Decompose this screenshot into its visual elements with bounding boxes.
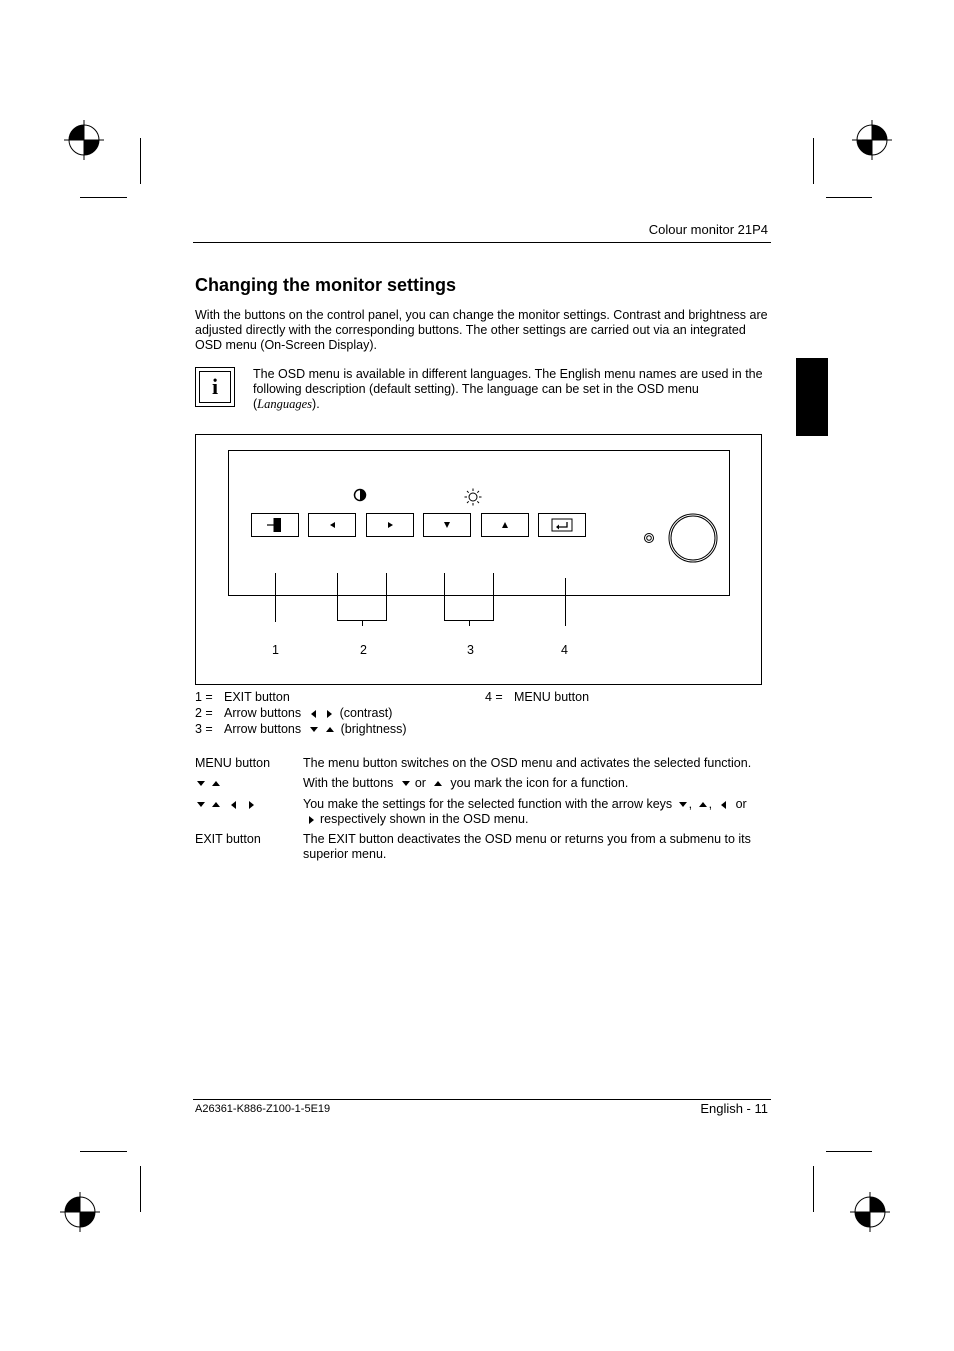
arrow-down-icon bbox=[402, 781, 410, 786]
registration-mark-top-right bbox=[852, 120, 892, 160]
arrow-right-icon bbox=[309, 816, 314, 824]
arrow-right-icon bbox=[249, 801, 254, 809]
arrow-left-icon bbox=[330, 522, 335, 528]
callout-line bbox=[444, 573, 445, 621]
contrast-right-button[interactable] bbox=[366, 513, 414, 537]
arrow-up-icon bbox=[434, 781, 442, 786]
callout-line bbox=[386, 573, 387, 621]
callout-line bbox=[493, 573, 494, 621]
callout-line bbox=[337, 573, 338, 621]
menu-button-description: The menu button switches on the OSD menu and activates the selected function. bbox=[303, 756, 752, 770]
power-led-icon bbox=[643, 532, 655, 544]
menu-button[interactable] bbox=[538, 513, 586, 537]
arrow-up-icon bbox=[699, 802, 707, 807]
arrow-right-icon bbox=[327, 710, 332, 718]
page-title: Changing the monitor settings bbox=[195, 275, 456, 295]
all-arrow-keys-label bbox=[195, 797, 254, 812]
header-rule bbox=[193, 242, 771, 243]
intro-paragraph: With the buttons on the control panel, you can change the monitor settings. Contrast and brightness are adjusted directly with the corresponding buttons. The other settings are carried out via an integrated OSD menu (On-Screen Display). bbox=[195, 308, 768, 352]
registration-mark-bottom-right bbox=[850, 1192, 890, 1232]
exit-icon bbox=[265, 516, 285, 534]
exit-button-label: EXIT button bbox=[195, 832, 261, 846]
callout-line bbox=[565, 578, 566, 626]
crop-mark bbox=[140, 1166, 141, 1212]
callout-number: 4 bbox=[561, 643, 568, 657]
registration-mark-bottom-left bbox=[60, 1192, 100, 1232]
arrow-left-icon bbox=[231, 801, 236, 809]
page-number: English - 11 bbox=[700, 1101, 768, 1116]
arrow-down-icon bbox=[197, 781, 205, 786]
arrow-down-icon bbox=[679, 802, 687, 807]
legend-item-1: 1 = EXIT button bbox=[195, 690, 290, 704]
running-header: Colour monitor 21P4 bbox=[648, 222, 768, 237]
note-paragraph: The OSD menu is available in different languages. The English menu names are used in the following description (default setting). The language can be set in the OSD menu (Languages). bbox=[253, 367, 763, 411]
arrow-down-icon bbox=[310, 727, 318, 732]
contrast-icon bbox=[353, 488, 367, 502]
callout-line bbox=[362, 620, 363, 626]
crop-mark bbox=[80, 1151, 127, 1152]
registration-mark-top-left bbox=[64, 120, 104, 160]
arrow-down-icon bbox=[197, 802, 205, 807]
arrow-up-icon bbox=[212, 802, 220, 807]
callout-line bbox=[469, 620, 470, 626]
up-down-keys-description: With the buttons or you mark the icon for a function. bbox=[303, 776, 629, 790]
arrow-left-icon bbox=[721, 801, 726, 809]
brightness-up-button[interactable] bbox=[481, 513, 529, 537]
crop-mark bbox=[80, 197, 127, 198]
legend-item-2: 2 = Arrow buttons (contrast) bbox=[195, 706, 393, 720]
chapter-tab-marker bbox=[796, 358, 828, 436]
menu-name-languages: Languages bbox=[257, 397, 313, 411]
arrow-up-icon bbox=[502, 522, 508, 528]
crop-mark bbox=[813, 138, 814, 184]
power-button[interactable] bbox=[667, 512, 719, 564]
callout-number: 3 bbox=[467, 643, 474, 657]
document-id: A26361-K886-Z100-1-5E19 bbox=[195, 1103, 331, 1115]
brightness-icon bbox=[464, 488, 482, 506]
callout-line bbox=[275, 573, 276, 622]
menu-button-label: MENU button bbox=[195, 756, 271, 770]
control-panel bbox=[228, 450, 730, 596]
arrow-left-icon bbox=[311, 710, 316, 718]
crop-mark bbox=[826, 1151, 872, 1152]
crop-mark bbox=[826, 197, 872, 198]
arrow-up-icon bbox=[212, 781, 220, 786]
info-icon: i bbox=[195, 367, 235, 407]
arrow-up-icon bbox=[326, 727, 334, 732]
crop-mark bbox=[813, 1166, 814, 1212]
arrow-down-icon bbox=[444, 522, 450, 528]
callout-number: 1 bbox=[272, 643, 279, 657]
contrast-left-button[interactable] bbox=[308, 513, 356, 537]
all-arrow-keys-description: You make the settings for the selected function with the arrow keys , , or respectively shown in the OSD menu. bbox=[303, 797, 747, 826]
arrow-right-icon bbox=[388, 522, 393, 528]
footer-rule bbox=[193, 1099, 771, 1100]
crop-mark bbox=[140, 138, 141, 184]
exit-button-description: The EXIT button deactivates the OSD menu or returns you from a submenu to its superior menu. bbox=[303, 832, 751, 861]
up-down-keys-label bbox=[195, 776, 220, 791]
legend-item-4: 4 = MENU button bbox=[485, 690, 590, 704]
exit-button[interactable] bbox=[251, 513, 299, 537]
legend-item-3: 3 = Arrow buttons (brightness) bbox=[195, 722, 407, 736]
enter-icon bbox=[551, 518, 573, 532]
brightness-down-button[interactable] bbox=[423, 513, 471, 537]
callout-number: 2 bbox=[360, 643, 367, 657]
